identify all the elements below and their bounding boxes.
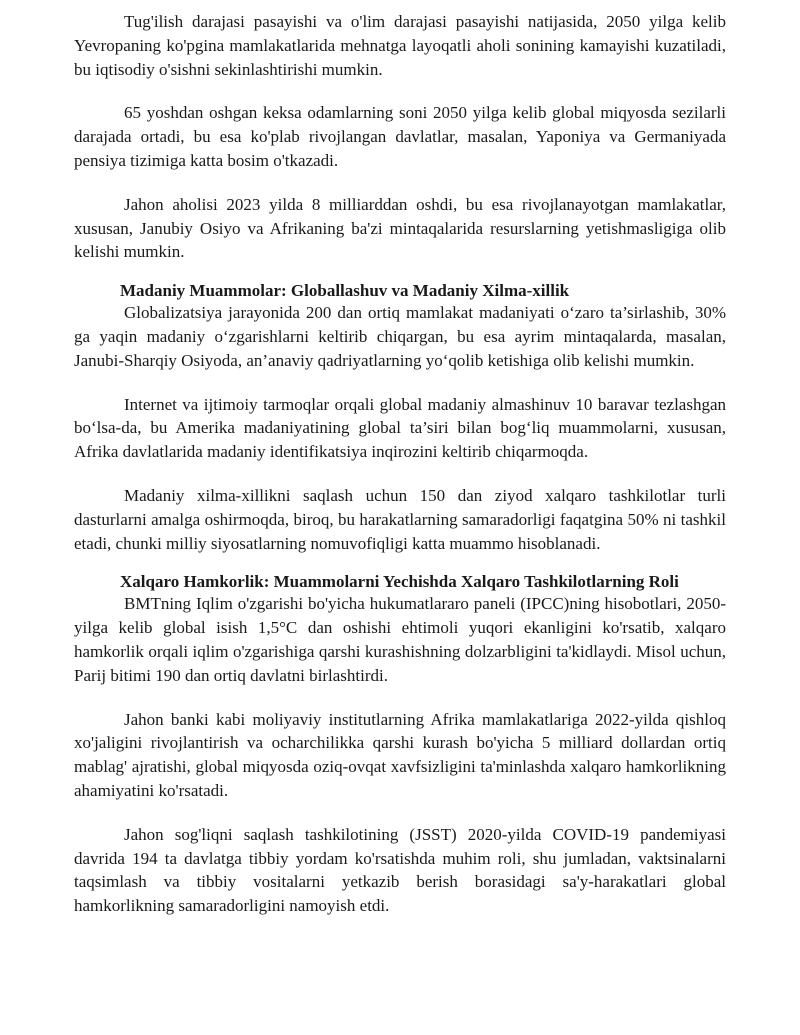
paragraph-gap (74, 173, 726, 193)
paragraph-globalization: Globalizatsiya jarayonida 200 dan ortiq mamlakat madaniyati o‘zaro ta’sirlashib, 30% ga yaqin madaniy o‘zgarishlarni keltirib chiqargan, bu esa ayrim mintaqalarda, masalan, Janubi-Sharqiy Osiyoda, an’anaviy qadriyatlarning yo‘qolib ketishiga olib kelishi mumkin. (74, 303, 726, 370)
paragraph-who: Jahon sog'liqni saqlash tashkilotining (JSST) 2020-yilda COVID-19 pandemiyasi davrida 194 ta davlatga tibbiy yordam ko'rsatishda muhim roli, shu jumladan, vaktsinalarni taqsimlash va tibbiy vositalarni yetkazib berish borasidagi sa'y-harakatlari global hamkorlikning samaradorligini namoyish etdi. (74, 824, 726, 916)
paragraph-elderly-population: 65 yoshdan oshgan keksa odamlarning soni 2050 yilga kelib global miqyosda sezilarli darajada ortadi, bu esa ko'plab rivojlangan davlatlar, masalan, Yaponiya va Germaniyada pensiya tizimiga katta bosim o'tkazadi. (74, 103, 726, 170)
paragraph-gap (74, 81, 726, 101)
paragraph-world-bank: Jahon banki kabi moliyaviy institutlarning Afrika mamlakatlariga 2022-yilda qishloq xo'jaligini rivojlantirish va ocharchilikka qarshi kurash bo'yicha 5 milliard dollardan ortiq mablag' ajratishi, global miqyosda oziq-ovqat xavfsizligini ta'minlashda xalqaro hamkorlikning ahamiyatini ko'rsatadi. (74, 709, 726, 800)
paragraph-gap (74, 688, 726, 708)
paragraph-gap (74, 373, 726, 393)
paragraph-cultural-diversity: Madaniy xilma-xillikni saqlash uchun 150 dan ziyod xalqaro tashkilotlar turli dasturlarni amalga oshirmoqda, biroq, bu harakatlarning samaradorligi faqatgina 50% ni tashkil etadi, chunki milliy siyosatlarning nomuvofiqligi katta muammo hisoblanadi. (74, 485, 726, 553)
section-heading-international-cooperation: Xalqaro Hamkorlik: Muammolarni Yechishda Xalqaro Tashkilotlarning Roli (120, 572, 679, 592)
paragraph-gap (74, 464, 726, 484)
document-page (74, 10, 726, 918)
paragraph-internet-exchange: Internet va ijtimoiy tarmoqlar orqali global madaniy almashinuv 10 baravar tezlashgan bo‘lsa-da, bu Amerika madaniyatining global ta’siri bilan bog‘liq muammolarni, xususan, Afrika davlatlarida madaniy identifikatsiya inqirozini keltirib chiqarmoqda. (74, 394, 726, 462)
paragraph-world-population: Jahon aholisi 2023 yilda 8 milliarddan oshdi, bu esa rivojlanayotgan mamlakatlar, xususan, Janubiy Osiyo va Afrikaning ba'zi mintaqalarida resurslarning yetishmasligiga olib kelishi mumkin. (74, 194, 726, 262)
section-heading-cultural-problems: Madaniy Muammolar: Globallashuv va Madaniy Xilma-xillik (120, 281, 570, 301)
paragraph-birth-death-rates: Tug'ilish darajasi pasayishi va o'lim darajasi pasayishi natijasida, 2050 yilga kelib Yevropaning ko'pgina mamlakatlarida mehnatga layoqatli aholi sonining kamayishi kuzatiladi, bu iqtisodiy o'sishni sekinlashtirishi mumkin. (74, 12, 726, 79)
paragraph-gap (74, 803, 726, 823)
paragraph-ipcc: BMTning Iqlim o'zgarishi bo'yicha hukumatlararo paneli (IPCC)ning hisobotlari, 2050-yilga kelib global isish 1,5°C dan oshishi ehtimoli yuqori ekanligini ko'rsatib, xalqaro hamkorlik orqali iqlim o'zgarishiga qarshi kurashishning dolzarbligini ta'kidlaydi. Misol uchun, Parij bitimi 190 dan ortiq davlatni birlashtirdi. (74, 594, 726, 685)
